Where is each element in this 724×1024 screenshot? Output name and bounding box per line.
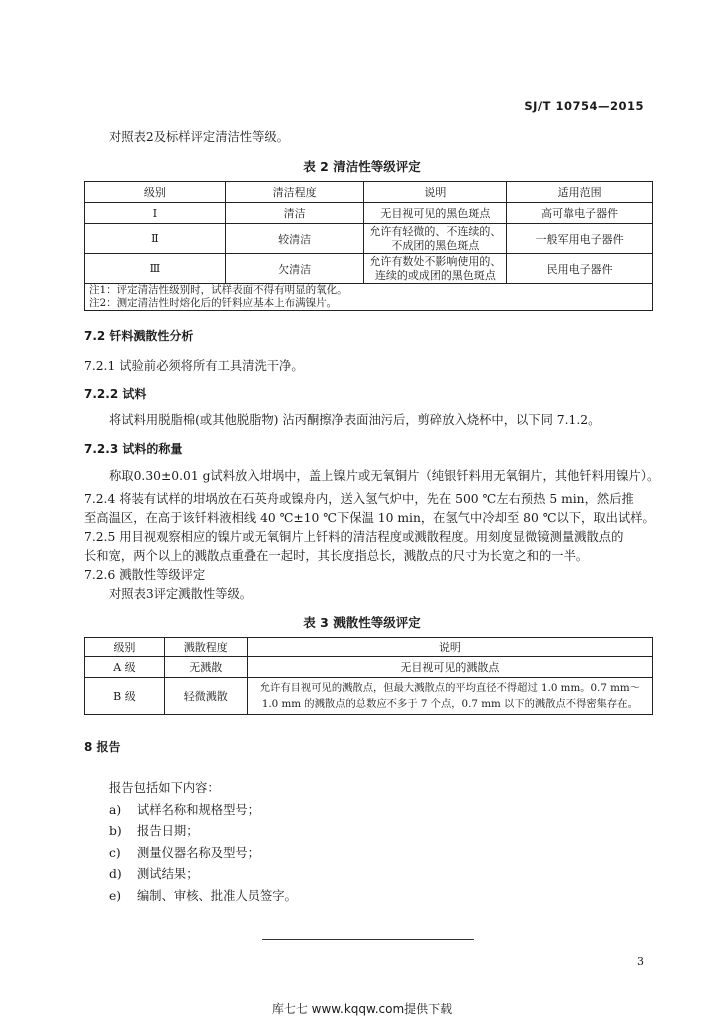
- desc-cell: [247, 678, 652, 715]
- level-cell: 欠清洁: [225, 254, 364, 284]
- list-marker: d): [109, 867, 122, 881]
- desc-line-2: 1.0 mm 的溅散点的总数应不多于 7 个点，0.7 mm 以下的溅散点不得密集存在。: [261, 698, 638, 710]
- list-marker: e): [109, 889, 122, 903]
- section-7-2-2-body: 将试料用脱脂棉(或其他脱脂物) 沾丙酮擦净表面油污后，剪碎放入烧杯中，以下同 7.1.2。: [109, 413, 601, 427]
- level-cell: 较清洁: [225, 224, 364, 254]
- list-text: 测量仪器名称及型号；: [137, 846, 260, 860]
- table2-notes-row: [85, 284, 653, 311]
- list-item: [109, 843, 260, 861]
- level-cell: 无溅散: [164, 657, 247, 678]
- section-8-heading: 8 报告: [84, 740, 121, 754]
- grade-cell: Ⅱ: [85, 224, 226, 254]
- table2-note-2: 注2：测定清洁性时熔化后的钎料应基本上布满镍片。: [89, 297, 338, 309]
- table3-header-level: 溅散程度: [164, 638, 247, 657]
- scope-cell: 高可靠电子器件: [507, 203, 653, 224]
- scope-cell: 民用电子器件: [507, 254, 653, 284]
- table-2-cleanliness: [84, 181, 653, 311]
- level-cell: 清洁: [225, 203, 364, 224]
- table3-header-grade: 级别: [85, 638, 165, 657]
- desc-cell: 无目视可见的溅散点: [247, 657, 652, 678]
- desc-cell: 无目视可见的黑色斑点: [364, 203, 507, 224]
- table3-title: 表 3 溅散性等级评定: [303, 615, 421, 630]
- list-item: [109, 886, 297, 904]
- download-footer: 库七七 www.kqqw.com提供下载: [271, 1002, 453, 1016]
- grade-cell: B 级: [85, 678, 165, 715]
- desc-cell: 允许有轻微的、不连续的、不成团的黑色斑点: [364, 224, 507, 254]
- list-text: 编制、审核、批准人员签字。: [137, 889, 297, 903]
- list-item: [109, 864, 199, 882]
- table-row: [85, 678, 653, 715]
- section-7-2-3-body: 称取0.30±0.01 g试料放入坩埚中，盖上镍片或无氧铜片（纯银钎料用无氧铜片，其他钎料用镍片）。: [109, 469, 660, 483]
- list-item: [109, 800, 260, 818]
- list-text: 测试结果；: [137, 867, 199, 881]
- grade-cell: Ⅲ: [85, 254, 226, 284]
- table-row: [85, 224, 653, 254]
- section-7-2-3-heading: 7.2.3 试料的称量: [84, 442, 183, 456]
- table3-header-desc: 说明: [247, 638, 652, 657]
- list-item: [109, 821, 199, 839]
- table2-notes: [85, 284, 653, 311]
- section-7-2-6-heading: 7.2.6 溅散性等级评定: [84, 568, 206, 582]
- section-7-2-heading: 7.2 钎料溅散性分析: [84, 329, 194, 343]
- scope-cell: 一般军用电子器件: [507, 224, 653, 254]
- page-number: 3: [637, 955, 644, 968]
- table2-header-level: 清洁程度: [225, 182, 364, 203]
- end-rule: [262, 939, 474, 940]
- list-text: 试样名称和规格型号；: [137, 803, 260, 817]
- section-7-2-4-line2: 至高温区，在高于该钎料液相线 40 ℃±10 ℃下保温 10 min，在氢气中冷却至 80 ℃以下，取出试样。: [84, 511, 655, 525]
- standard-code: SJ/T 10754—2015: [524, 99, 644, 113]
- table2-note-1: 注1：评定清洁性级别时，试样表面不得有明显的氧化。: [89, 284, 348, 296]
- section-7-2-1: 7.2.1 试验前必须将所有工具清洗干净。: [84, 359, 304, 373]
- section-7-2-5-line1: 7.2.5 用目视观察相应的镍片或无氧铜片上钎料的清洁程度或溅散程度。用刻度显微镜测量溅散点的: [84, 530, 624, 544]
- section-7-2-4-line1: 7.2.4 将装有试样的坩埚放在石英舟或镍舟内，送入氢气炉中，先在 500 ℃左右预热 5 min，然后推: [84, 492, 634, 506]
- list-marker: b): [109, 824, 122, 838]
- level-cell: 轻微溅散: [164, 678, 247, 715]
- grade-cell: Ⅰ: [85, 203, 226, 224]
- table-row: [85, 254, 653, 284]
- table-row: [85, 657, 653, 678]
- table-3-spatter: [84, 637, 653, 715]
- table2-header-desc: 说明: [364, 182, 507, 203]
- list-text: 报告日期；: [137, 824, 199, 838]
- table2-title: 表 2 清洁性等级评定: [303, 159, 421, 174]
- section-7-2-2-heading: 7.2.2 试料: [84, 387, 147, 401]
- section-7-2-6-body: 对照表3评定溅散性等级。: [109, 587, 253, 601]
- list-marker: a): [109, 803, 122, 817]
- desc-cell: 允许有数处不影响使用的、连续的或成团的黑色斑点: [364, 254, 507, 284]
- section-7-2-5-line2: 长和宽，两个以上的溅散点重叠在一起时，其长度指总长，溅散点的尺寸为长宽之和的一半。: [84, 549, 589, 563]
- intro-line: 对照表2及标样评定清洁性等级。: [109, 130, 289, 144]
- grade-cell: A 级: [85, 657, 165, 678]
- table2-header-scope: 适用范围: [507, 182, 653, 203]
- report-intro: 报告包括如下内容：: [109, 781, 220, 795]
- table2-header-grade: 级别: [85, 182, 226, 203]
- desc-line-1: 允许有目视可见的溅散点，但最大溅散点的平均直径不得超过 1.0 mm。0.7 mm～: [259, 682, 640, 694]
- table3-header-row: [85, 638, 653, 657]
- list-marker: c): [109, 846, 121, 860]
- table2-header-row: [85, 182, 653, 203]
- table-row: [85, 203, 653, 224]
